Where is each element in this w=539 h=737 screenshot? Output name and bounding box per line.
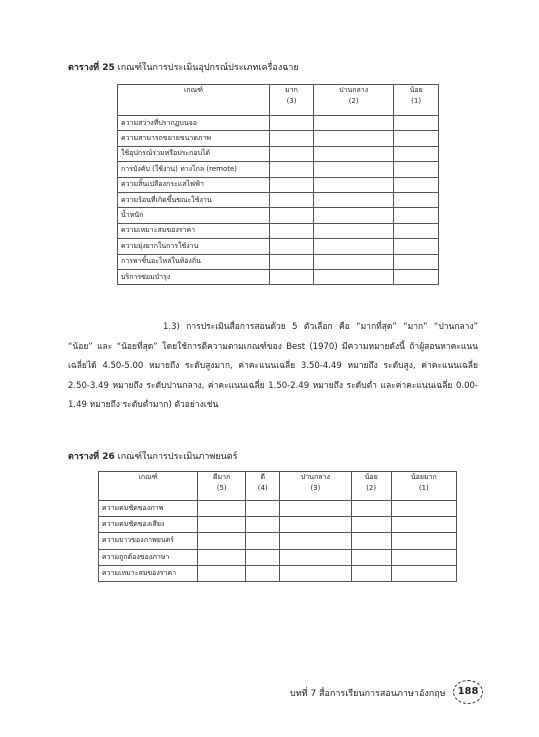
rating-cell[interactable] [270,162,314,177]
column-header-label: น้อยมาก [410,473,437,481]
table-row [99,501,457,517]
table-row [118,192,439,207]
rating-cell[interactable] [280,549,352,565]
rating-cell[interactable] [394,254,439,269]
column-header-label: เกณฑ์ [184,86,203,94]
rating-cell[interactable] [351,517,391,533]
criterion-cell: ใช้อุปกรณ์ร่วมหรือประกอบได้ [118,146,270,161]
column-header-label: ดี [260,473,265,481]
column-header [246,472,280,501]
column-header [198,472,246,501]
table-row [118,254,439,269]
column-header-score: (3) [286,97,297,105]
rating-cell[interactable] [394,192,439,207]
criterion-cell: ความยุ่งยากในการใช้งาน [118,239,270,254]
criterion-cell: การหาชิ้นอะไหล่ในท้องถิ่น [118,254,270,269]
rating-cell[interactable] [394,239,439,254]
criterion-cell: ความยาวของภาพยนตร์ [99,533,198,549]
table-26 [98,471,457,582]
rating-cell[interactable] [391,501,456,517]
column-header [351,472,391,501]
column-header-score: (3) [310,484,321,492]
criterion-cell: ความสามารถขยายขนาดภาพ [118,131,270,146]
rating-cell[interactable] [280,501,352,517]
rating-cell[interactable] [280,517,352,533]
column-header [391,472,456,501]
rating-cell[interactable] [270,223,314,238]
rating-cell[interactable] [394,269,439,284]
column-header [394,85,439,116]
rating-cell[interactable] [198,533,246,549]
method-paragraph: 1.3) การประเมินสื่อการสอนด้วย 5 ตัวเลือก คือ “มากที่สุด” “มาก” “ปานกลาง” “น้อย” และ “น้อยที่สุด” โดยใช้การตีความตามเกณฑ์ของ Best (1970) มีความหมายดังนี้ ถ้าผู้สอนหาคะแนนเฉลี่ยได้ 4.50-5.00 หมายถึง ระดับสูงมาก, ค่าคะแนนเฉลี่ย 3.50-4.49 หมายถึง ระดับสูง, ค่าคะแนนเฉลี่ย 2.50-3.49 หมายถึง ระดับปานกลาง, ค่าคะแนนเฉลี่ย 1.50-2.49 หมายถึง ระดับต่ำ และค่าคะแนนเฉลี่ย 0.00-1.49 หมายถึง ระดับต่ำมาก) ตัวอย่างเช่น [68,322,478,411]
table-row [99,533,457,549]
rating-cell[interactable] [394,116,439,131]
table-row [118,116,439,131]
column-header-score: (4) [257,484,268,492]
criterion-cell: ความสิ้นเปลืองกระแสไฟฟ้า [118,177,270,192]
criterion-cell: ความเหมาะสมของราคา [118,223,270,238]
rating-cell[interactable] [394,131,439,146]
rating-cell[interactable] [394,146,439,161]
table-row [118,269,439,284]
column-header-score: (5) [216,484,227,492]
table-row [118,208,439,223]
rating-cell[interactable] [314,162,394,177]
rating-cell[interactable] [246,517,280,533]
rating-cell[interactable] [198,501,246,517]
criterion-cell: ความร้อนที่เกิดขึ้นขณะใช้งาน [118,192,270,207]
table-25-caption [68,60,299,74]
rating-cell[interactable] [314,208,394,223]
rating-cell[interactable] [270,131,314,146]
page-number: 188 [453,680,483,704]
criterion-cell: ความคมชัดของเสียง [99,517,198,533]
rating-cell[interactable] [270,254,314,269]
rating-cell[interactable] [351,549,391,565]
column-header [118,85,270,116]
rating-cell[interactable] [394,223,439,238]
table-25-body [118,116,439,285]
column-header-label: น้อย [364,473,378,481]
table-26-title: เกณฑ์ในการประเมินภาพยนตร์ [117,452,238,462]
table-row [118,162,439,177]
rating-cell[interactable] [270,146,314,161]
rating-cell[interactable] [270,116,314,131]
column-header-label: น้อย [409,86,423,94]
table-26-label: ตารางที่ 26 [68,452,115,462]
rating-cell[interactable] [270,239,314,254]
table-row [118,223,439,238]
rating-cell[interactable] [314,146,394,161]
rating-cell[interactable] [270,208,314,223]
rating-cell[interactable] [391,533,456,549]
rating-cell[interactable] [246,501,280,517]
criterion-cell: บริการซ่อมบำรุง [118,269,270,284]
chapter-footer: บทที่ 7 สื่อการเรียนการสอนภาษาอังกฤษ [290,689,446,699]
rating-cell[interactable] [391,565,456,581]
rating-cell[interactable] [246,549,280,565]
criterion-cell: ความเหมาะสมของราคา [99,565,198,581]
rating-cell[interactable] [280,565,352,581]
column-header [270,85,314,116]
rating-cell[interactable] [270,192,314,207]
table-row [118,177,439,192]
criterion-cell: น้ำหนัก [118,208,270,223]
table-26-caption [68,449,237,463]
rating-cell[interactable] [351,501,391,517]
rating-cell[interactable] [314,223,394,238]
rating-cell[interactable] [351,533,391,549]
column-header-label: มาก [285,86,298,94]
rating-cell[interactable] [314,239,394,254]
rating-cell[interactable] [314,177,394,192]
column-header-label: ดีมาก [213,473,231,481]
column-header [280,472,352,501]
table-25-label: ตารางที่ 25 [68,63,115,73]
rating-cell[interactable] [314,192,394,207]
rating-cell[interactable] [280,533,352,549]
column-header-label: ปานกลาง [300,473,330,481]
rating-cell[interactable] [314,131,394,146]
table-row [118,131,439,146]
column-header-score: (2) [366,484,377,492]
column-header-score: (2) [348,97,359,105]
criterion-cell: ความคมชัดของภาพ [99,501,198,517]
rating-cell[interactable] [270,177,314,192]
rating-cell[interactable] [246,565,280,581]
criterion-cell: การบังคับ (ใช้งาน) ทางไกล (remote) [118,162,270,177]
rating-cell[interactable] [394,177,439,192]
rating-cell[interactable] [270,269,314,284]
rating-cell[interactable] [351,565,391,581]
rating-cell[interactable] [198,565,246,581]
column-header-score: (1) [411,97,422,105]
column-header-label: ปานกลาง [339,86,369,94]
column-header [314,85,394,116]
table-25-title: เกณฑ์ในการประเมินอุปกรณ์ประเภทเครื่องฉาย [117,63,299,73]
table-26-header-row [99,472,457,501]
column-header-label: เกณฑ์ [138,473,158,481]
rating-cell[interactable] [198,517,246,533]
table-25-header-row [118,85,439,116]
table-26-body [99,501,457,582]
table-row [99,549,457,565]
criterion-cell: ความสว่างที่ปรากฏบนจอ [118,116,270,131]
rating-cell[interactable] [314,116,394,131]
table-row [99,565,457,581]
rating-cell[interactable] [246,533,280,549]
rating-cell[interactable] [198,549,246,565]
rating-cell[interactable] [391,517,456,533]
table-row [99,517,457,533]
column-header [99,472,198,501]
rating-cell[interactable] [394,208,439,223]
table-row [118,146,439,161]
table-row [118,239,439,254]
rating-cell[interactable] [391,549,456,565]
criterion-cell: ความถูกต้องของภาษา [99,549,198,565]
table-25 [117,84,439,285]
rating-cell[interactable] [394,162,439,177]
rating-cell[interactable] [314,269,394,284]
column-header-score: (1) [418,484,429,492]
rating-cell[interactable] [314,254,394,269]
